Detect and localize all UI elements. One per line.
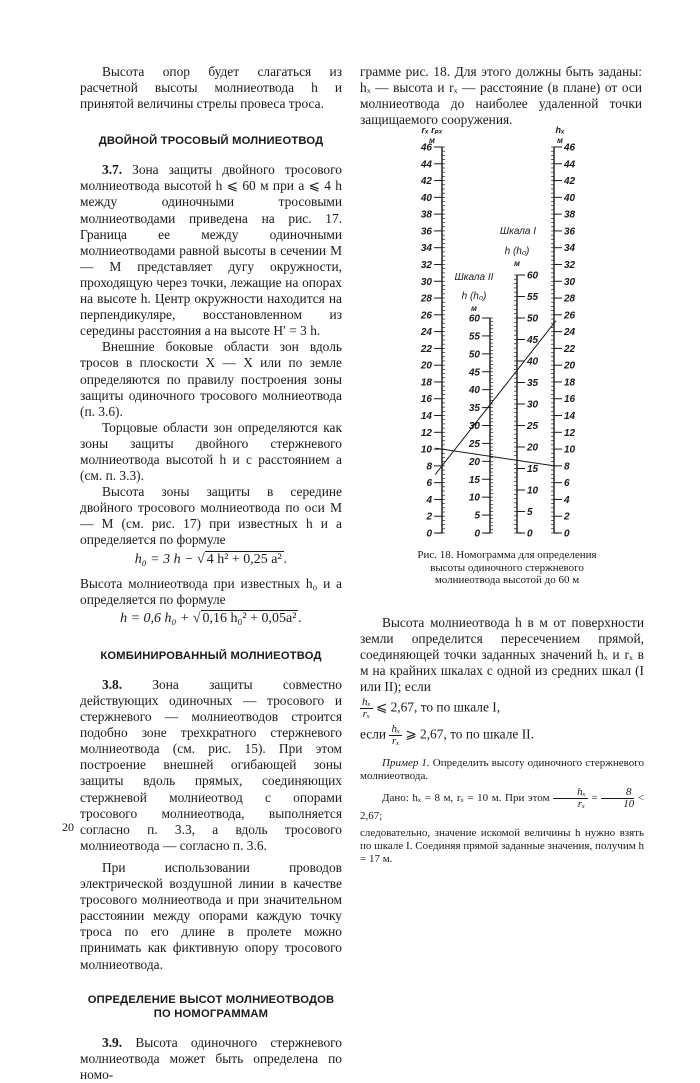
- svg-text:34: 34: [420, 243, 432, 255]
- svg-text:15: 15: [468, 474, 480, 486]
- svg-text:20: 20: [527, 442, 539, 454]
- svg-text:46: 46: [420, 142, 432, 154]
- svg-text:м: м: [471, 304, 477, 313]
- svg-text:14: 14: [420, 411, 432, 423]
- formula-h: [80, 611, 342, 627]
- svg-text:26: 26: [564, 310, 576, 322]
- svg-text:22: 22: [564, 343, 576, 355]
- paragraph-continuation: грамме рис. 18. Для этого должны быть заданы: hₓ — высота и rₓ — расстояние (в плане) от оси молниеотвода до наиболее удаленной точки защищаемого сооружения.: [360, 64, 642, 128]
- svg-text:8: 8: [426, 461, 432, 473]
- fraction: $\frac{\text{hₓ}}{\text{rₓ}}$: [391, 723, 401, 748]
- svg-text:0: 0: [474, 528, 480, 540]
- svg-text:18: 18: [564, 377, 576, 389]
- svg-text:30: 30: [468, 421, 480, 432]
- formula-radicand: 4 h² + 0,25 a²: [206, 551, 282, 567]
- svg-text:60: 60: [468, 313, 480, 325]
- svg-text:0: 0: [426, 528, 432, 540]
- svg-text:55: 55: [468, 331, 480, 343]
- svg-text:м: м: [514, 259, 520, 268]
- svg-text:10: 10: [468, 492, 480, 504]
- fraction: $\frac{\text{hₓ}}{\text{rₓ}}$: [362, 696, 371, 721]
- svg-text:45: 45: [468, 367, 480, 379]
- svg-text:5: 5: [474, 510, 480, 522]
- svg-text:20: 20: [420, 360, 432, 372]
- svg-text:50: 50: [527, 313, 539, 325]
- svg-text:25: 25: [527, 421, 539, 432]
- svg-text:28: 28: [564, 293, 576, 305]
- section-heading-nomograms: [80, 993, 342, 1021]
- svg-text:0: 0: [527, 528, 533, 540]
- paragraph-3-7: [80, 162, 342, 339]
- svg-text:м: м: [429, 136, 435, 145]
- intro-paragraph: Высота опор будет слагаться из расчетной высоты молниеотвода h и принятой величины стрелы провеса троса.: [80, 64, 342, 112]
- heading-line: ОПРЕДЕЛЕНИЕ ВЫСОТ МОЛНИЕОТВОДОВ: [87, 993, 335, 1006]
- svg-text:35: 35: [527, 378, 539, 389]
- nomogram-axes: [420, 125, 576, 540]
- formula-lhs: h = 0,6 h₀ + √: [120, 610, 201, 626]
- paragraph-side-zones: Внешние боковые области зон вдоль тросов в плоскости X — X или по земле определяются по правилу построения зоны защиты одиночного тросового молниеотвода (п. 3.6).: [80, 339, 342, 419]
- condition-scale-2: если $\frac{\text{hₓ}}{\text{rₓ}}$ ⩾ 2,67, то по шкале II.: [360, 723, 534, 748]
- svg-text:40: 40: [468, 385, 480, 397]
- formula-radicand: 0,16 h₀² + 0,05a²: [202, 610, 297, 626]
- svg-text:24: 24: [564, 327, 576, 339]
- svg-text:30: 30: [564, 276, 576, 288]
- svg-text:14: 14: [564, 411, 576, 423]
- svg-text:10: 10: [564, 444, 576, 456]
- section-heading-double-cable: ДВОЙНОЙ ТРОСОВЫЙ МОЛНИЕОТВОД: [98, 135, 324, 148]
- paragraph-middle-height: Высота зоны защиты в середине двойного тросового молниеотвода по оси M — M (см. рис. 17) при известных h и a определяется по формуле: [80, 484, 342, 548]
- paragraph-text: Высота одиночного стержневого молниеотвода может быть определена по номо-: [80, 1034, 342, 1082]
- svg-text:26: 26: [420, 310, 432, 322]
- svg-text:15: 15: [527, 464, 539, 475]
- svg-text:22: 22: [420, 343, 432, 355]
- example-given: Дано: hₓ = 8 м, rₓ = 10 м. При этом $\frac{\text{hₓ}}{\text{rₓ}}$ = $\frac{8}{10}$ < 2,67;: [360, 786, 645, 823]
- fraction: $\frac{8}{10}$: [601, 787, 634, 810]
- svg-text:32: 32: [420, 259, 432, 271]
- paragraph-wires: При использовании проводов электрической воздушной линии в качестве тросового молниеотвода и при значительном расстоянии между опорами каждую точку троса по его длине в пролете можно принимать как фиктивную опору тросового молниеотвода.: [80, 859, 342, 972]
- heading-line: ПО НОМОГРАММАМ: [153, 1007, 269, 1020]
- page-number: 20: [62, 820, 74, 834]
- svg-text:6: 6: [564, 478, 570, 490]
- formula-lhs: h₀ = 3 h − √: [134, 551, 205, 567]
- svg-text:6: 6: [426, 478, 432, 490]
- svg-text:32: 32: [564, 259, 576, 271]
- svg-text:40: 40: [420, 192, 432, 204]
- svg-text:35: 35: [468, 403, 480, 415]
- paragraph-number: 3.9.: [102, 1034, 123, 1050]
- svg-text:12: 12: [564, 427, 576, 439]
- svg-text:42: 42: [564, 176, 576, 188]
- svg-text:36: 36: [564, 226, 576, 238]
- paragraph-text: Зона защиты двойного тросового молниеотвода высотой h ⩽ 60 м при a ⩽ 4 h между одиночными тросовыми молниеотводами приведена на рис. 17. Граница ее между одиночными молниеотводами равной высоты в сечении M — M представляет дугу окружности, проходящую через точки, лежащие на опорах на высоте h. Центр окружности находится на перпендикуляре, восстановленном из середины расстояния a на высоте H′ = 3 h.: [80, 162, 342, 339]
- svg-text:40: 40: [527, 356, 539, 368]
- nomogram-figure: [400, 118, 610, 543]
- svg-text:38: 38: [420, 209, 432, 221]
- svg-text:34: 34: [564, 243, 576, 255]
- formula-end: .: [298, 610, 302, 626]
- section-heading-combined: КОМБИНИРОВАННЫЙ МОЛНИЕОТВОД: [100, 649, 322, 662]
- svg-text:20: 20: [468, 456, 480, 468]
- paragraph-rod-height: Высота молниеотвода при известных h₀ и a определяется по формуле: [80, 575, 342, 607]
- example-label: Пример 1.: [382, 757, 430, 770]
- svg-text:40: 40: [564, 192, 576, 204]
- paragraph-number: 3.8.: [102, 676, 123, 692]
- formula-h0: [80, 552, 342, 568]
- svg-text:h (h₀): h (h₀): [504, 246, 530, 257]
- svg-text:16: 16: [420, 394, 432, 406]
- example-conclusion: следовательно, значение искомой величины h нужно взять по шкале I. Соединяя прямой заданные значения, получим h = 17 м.: [360, 827, 644, 866]
- formula-end: .: [283, 551, 288, 567]
- svg-text:44: 44: [420, 159, 432, 171]
- figure-caption: Рис. 18. Номограмма для определения высоты одиночного стержневого молниеотвода высотой до 60 м: [417, 549, 597, 586]
- svg-text:46: 46: [564, 142, 576, 154]
- paragraph-3-8: [80, 677, 342, 854]
- svg-text:4: 4: [564, 494, 570, 506]
- svg-text:Шкала II: Шкала II: [454, 272, 494, 283]
- svg-text:10: 10: [527, 485, 539, 497]
- svg-text:44: 44: [564, 159, 576, 171]
- svg-text:5: 5: [527, 507, 533, 518]
- svg-text:2: 2: [564, 511, 570, 523]
- svg-text:м: м: [557, 136, 563, 145]
- svg-text:25: 25: [468, 438, 480, 450]
- svg-text:42: 42: [420, 176, 432, 188]
- svg-text:45: 45: [527, 335, 539, 346]
- svg-text:30: 30: [527, 399, 539, 411]
- fraction: $\frac{\text{hₓ}}{\text{rₓ}}$: [553, 787, 588, 810]
- svg-text:Шкала I: Шкала I: [499, 226, 537, 237]
- svg-text:hₓ: hₓ: [555, 125, 565, 135]
- svg-text:55: 55: [527, 292, 539, 303]
- right-column-bottom: [360, 615, 644, 866]
- svg-text:36: 36: [420, 226, 432, 238]
- svg-text:38: 38: [564, 209, 576, 221]
- svg-text:h (h₀): h (h₀): [461, 291, 487, 302]
- paragraph-3-9: [80, 1035, 342, 1083]
- left-column: [80, 64, 342, 1083]
- svg-text:20: 20: [564, 360, 576, 372]
- svg-text:0: 0: [564, 528, 570, 540]
- svg-text:10: 10: [420, 444, 432, 456]
- svg-text:12: 12: [420, 427, 432, 439]
- paragraph-end-zones: Торцовые области зон определяются как зоны защиты двойного стержневого молниеотвода высотой h и с расстоянием a (см. п. 3.3).: [80, 419, 342, 484]
- condition-scale-1: $\frac{\text{hₓ}}{\text{rₓ}}$ ⩽ 2,67, то по шкале I,: [362, 696, 501, 721]
- paragraph-number: 3.7.: [102, 162, 123, 178]
- paragraph-text: Зона защиты совместно действующих одиночных — тросового и стержневого — молниеотводов строится подобно зоне трехкратного стержневого молниеотвода (см. рис. 15). При этом построение внешней огибающей зоны защиты вдоль прямых, соединяющих стержневой молниеотвод с опорами тросового молниеотвода, выполняется согласно п. 3.3, а вдоль тросового молниеотвода — согласно п. 3.6.: [80, 676, 342, 853]
- svg-text:28: 28: [420, 293, 432, 305]
- svg-text:rₓ rₚₓ: rₓ rₚₓ: [421, 125, 443, 135]
- example-statement: Пример 1. Определить высоту одиночного стержневого молниеотвода.: [360, 757, 644, 783]
- svg-text:24: 24: [420, 327, 432, 339]
- paragraph-method: Высота молниеотвода h в м от поверхности земли определится пересечением прямой, соединяющей точки заданных значений hₓ и rₓ в м на крайних шкалах с одной из средних шкал (I или II); если: [360, 615, 644, 695]
- svg-text:8: 8: [564, 461, 570, 473]
- svg-text:30: 30: [420, 276, 432, 288]
- svg-text:50: 50: [468, 349, 480, 361]
- svg-text:60: 60: [527, 270, 539, 282]
- svg-text:18: 18: [420, 377, 432, 389]
- svg-text:4: 4: [426, 494, 432, 506]
- svg-text:16: 16: [564, 394, 576, 406]
- svg-text:2: 2: [426, 511, 432, 523]
